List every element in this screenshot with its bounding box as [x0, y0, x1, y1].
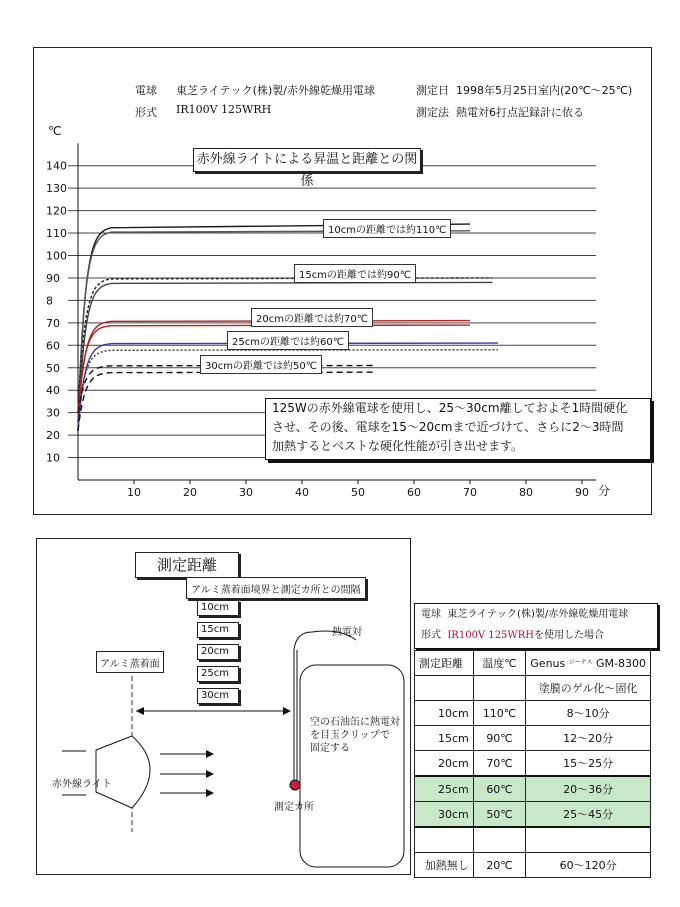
diagram-title: 測定距離	[156, 556, 217, 574]
y-tick-label: 90	[46, 271, 60, 285]
spec-header-box	[414, 603, 658, 649]
lamp-label: 赤外線ライト	[52, 779, 112, 790]
x-tick-label: 90	[575, 486, 589, 499]
spec-model-rest: を使用した場合	[533, 630, 604, 641]
series-label-10cm: 10cmの距離では約110℃	[323, 219, 451, 238]
diagram-subtitle: アルミ蒸着面境界と測定カ所との間隔	[191, 585, 361, 596]
x-tick-label: 10	[127, 486, 141, 499]
x-tick-label: 80	[519, 486, 533, 499]
thermocouple-label: 熱電対	[332, 627, 362, 638]
chart-title-box	[193, 148, 421, 189]
series-label-20cm: 20cmの距離では約70℃	[251, 308, 373, 327]
y-tick-label: 120	[46, 204, 67, 218]
x-tick-label: 20	[183, 486, 197, 499]
col-distance: 測定距離	[415, 651, 474, 676]
series-label-30cm: 30cmの距離では約50℃	[200, 355, 322, 374]
spec-model-label: 形式	[421, 630, 441, 641]
header-bulb-value: 東芝ライテック(株)製/赤外線乾燥用電球	[176, 84, 375, 97]
y-tick-label: 20	[46, 429, 60, 443]
spec-table	[414, 650, 651, 878]
spec-bulb-label: 電球	[421, 609, 441, 620]
table-header-row	[415, 651, 651, 676]
y-tick-label: 40	[46, 384, 60, 398]
distance-list	[197, 600, 239, 710]
x-tick-label: 70	[463, 486, 477, 499]
distance-item: 20cm	[197, 644, 239, 660]
header-date-value: 1998年5月25日室内(20℃～25℃)	[456, 84, 633, 97]
chart-title: 赤外線ライトによる昇温と距離との関係	[196, 152, 418, 189]
series-label-25cm: 25cmの距離では約60℃	[227, 331, 349, 350]
y-tick-label: 100	[46, 249, 67, 263]
distance-item: 10cm	[197, 600, 239, 616]
table-row: 20cm 70℃ 15～25分	[415, 751, 651, 777]
header-method-label: 測定法	[416, 106, 449, 119]
note-line-1: 125Wの赤外線電球を使用し、25～30cm離しておよそ1時間硬化	[272, 401, 628, 415]
distance-item: 25cm	[197, 666, 239, 682]
x-tick-label: 30	[239, 486, 253, 499]
note-line-3: 加熱するとベストな硬化性能が引き出せます。	[272, 439, 524, 453]
col-genus: Genus $^{ジーナス}$ GM-8300	[526, 651, 651, 676]
spec-model-value: IR100V 125WRH	[447, 630, 534, 641]
y-axis-label: ℃	[48, 124, 62, 138]
diagram-title-box	[135, 552, 239, 578]
header-bulb-label: 電球	[135, 84, 157, 97]
col-genus-sub: 塗膜のゲル化～固化	[526, 676, 651, 701]
x-tick-label: 50	[351, 486, 365, 499]
alu-label-box: アルミ蒸着面	[96, 651, 164, 673]
header-method-value: 熱電対6打点記録計に依る	[456, 106, 584, 119]
col-temp: 温度℃	[473, 651, 526, 676]
y-tick-label: 8	[46, 294, 53, 308]
series-label-15cm: 15cmの距離では約90℃	[294, 264, 416, 283]
spec-bulb-value: 東芝ライテック(株)製/赤外線乾燥用電球	[447, 609, 629, 620]
table-row: 加熱無し 20℃ 60～120分	[415, 853, 651, 878]
header-date-label: 測定日	[416, 84, 449, 97]
y-tick-label: 140	[46, 159, 67, 173]
table-row: 15cm 90℃ 12～20分	[415, 726, 651, 751]
y-tick-label: 110	[46, 227, 67, 241]
table-row	[415, 827, 651, 853]
y-tick-label: 60	[46, 339, 60, 353]
x-tick-label: 60	[407, 486, 421, 499]
y-tick-label: 30	[46, 406, 60, 420]
y-tick-label: 50	[46, 361, 60, 375]
table-row: 30cm 50℃ 25～45分	[415, 802, 651, 828]
distance-item: 30cm	[197, 688, 239, 704]
x-axis-label: 分	[598, 484, 611, 498]
table-row: 10cm 110℃ 8～10分	[415, 701, 651, 726]
note-line-2: させ、その後、電球を15～20cmまで近づけて、さらに2～3時間	[272, 420, 624, 434]
diagram-subtitle-box	[186, 577, 366, 599]
note-box	[265, 398, 651, 460]
header-model-value: IR100V 125WRH	[176, 103, 272, 116]
x-tick-label: 40	[295, 486, 309, 499]
table-row: 25cm 60℃ 20～36分	[415, 776, 651, 802]
measurement-point-label: 測定カ所	[274, 802, 314, 813]
distance-item: 15cm	[197, 622, 239, 638]
y-tick-label: 10	[46, 451, 60, 465]
table-subheader-row	[415, 676, 651, 701]
header-model-label: 形式	[135, 106, 157, 119]
can-label: 空の石油缶に熱電対 を目玉クリップで 固定する	[310, 717, 400, 754]
y-tick-label: 130	[46, 182, 67, 196]
y-tick-label: 70	[46, 316, 60, 330]
